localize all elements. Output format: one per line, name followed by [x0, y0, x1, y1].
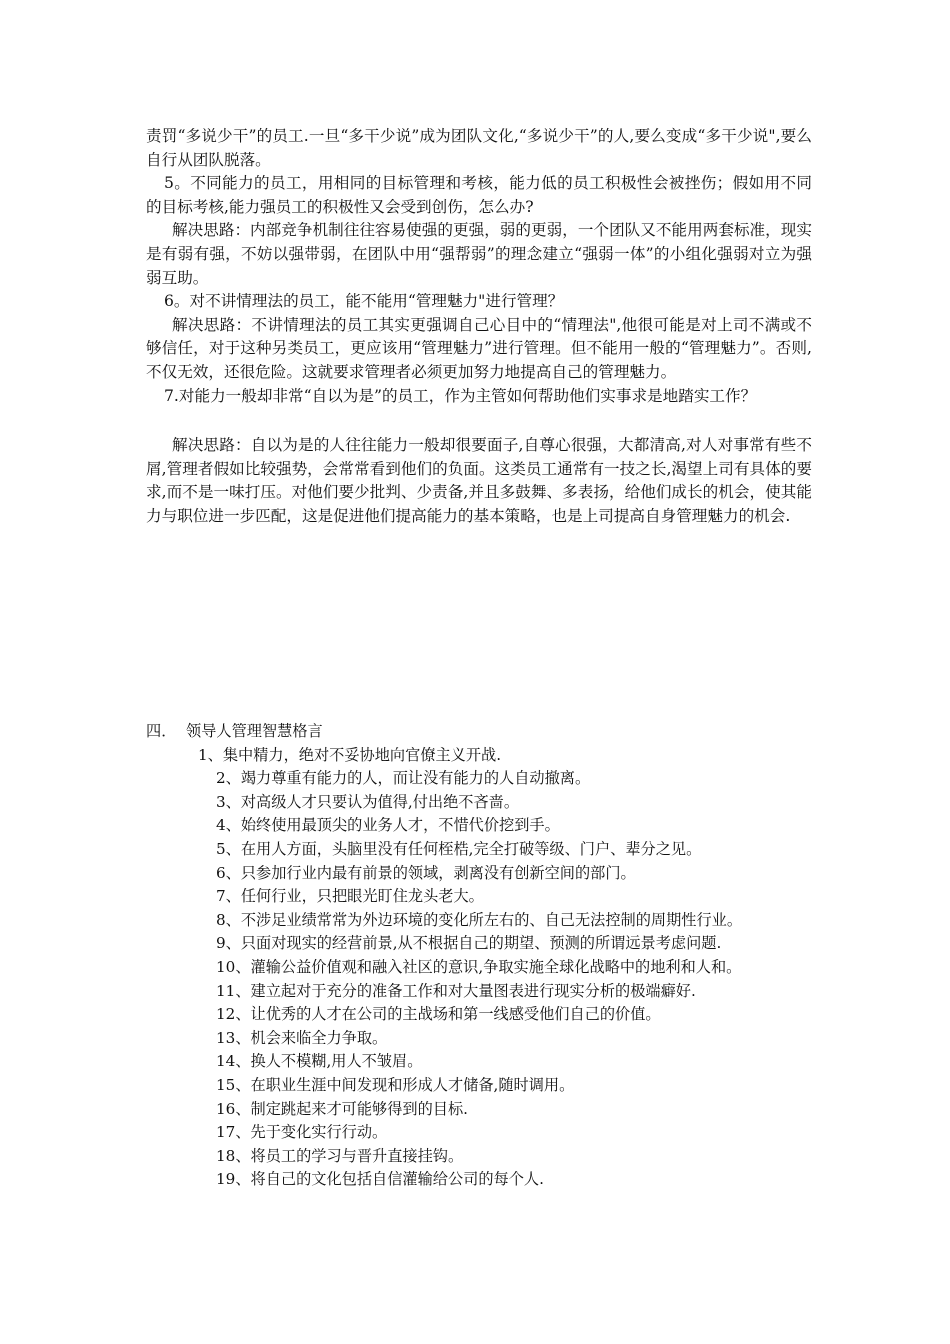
list-item: 13、机会来临全力争取。: [216, 1028, 388, 1047]
body-text: [146, 125, 812, 529]
list-item: 3、对高级人才只要认为值得,付出绝不吝啬。: [216, 792, 520, 811]
list-item: 14、换人不模糊,用人不皱眉。: [216, 1052, 423, 1071]
maxims-list: [146, 744, 826, 1192]
list-item: 9、只面对现实的经营前景,从不根据自己的期望、预测的所谓远景考虑问题.: [216, 934, 722, 953]
list-item: 1、集中精力，绝对不妥协地向官僚主义开战.: [198, 745, 502, 764]
list-item: 7、任何行业，只把眼光盯住龙头老大。: [216, 887, 484, 906]
maxims-section: [146, 720, 826, 1192]
question-6: 6。对不讲情理法的员工，能不能用“管理魅力"进行管理？: [164, 292, 564, 311]
section-number: 四．: [146, 722, 177, 740]
section-heading: [146, 720, 826, 744]
list-item: 12、让优秀的人才在公司的主战场和第一线感受他们自己的价值。: [216, 1005, 661, 1024]
question-7: 7.对能力一般却非常“自以为是”的员工，作为主管如何帮助他们实事求是地踏实工作？: [164, 386, 757, 405]
solution-7: 解决思路：自以为是的人往往能力一般却很要面子,自尊心很强，大都清高,对人对事常有些不屑,管理者假如比较强势，会常常看到他们的负面。这类员工通常有一技之长,渴望上司有具体的要求,而不是一味打压。对他们要少批判、少责备,并且多鼓舞、多表扬，给他们成长的机会，使其能力与职位进一步匹配，这是促进他们提高能力的基本策略，也是上司提高自身管理魅力的机会.: [146, 436, 812, 525]
list-item: 5、在用人方面，头脑里没有任何桎梏,完全打破等级、门户、辈分之见。: [216, 839, 702, 858]
paragraph-continuation: 责罚“多说少干”的员工.一旦“多干少说”成为团队文化,“多说少干”的人,要么变成“多干少说",要么自行从团队脱落。: [146, 127, 812, 169]
list-item: 8、不涉足业绩常常为外边环境的变化所左右的、自己无法控制的周期性行业。: [216, 910, 743, 929]
paragraph-gap: [146, 408, 812, 434]
list-item: 2、竭力尊重有能力的人，而让没有能力的人自动撤离。: [216, 769, 591, 788]
list-item: 17、先于变化实行行动。: [216, 1123, 388, 1142]
list-item: 11、建立起对于充分的准备工作和对大量图表进行现实分析的极端癖好.: [216, 981, 696, 1000]
list-item: 19、将自己的文化包括自信灌输给公司的每个人.: [216, 1170, 544, 1189]
solution-6: 解决思路：不讲情理法的员工其实更强调自己心目中的“情理法",他很可能是对上司不满或不够信任，对于这种另类员工，更应该用“管理魅力”进行管理。但不能用一般的“管理魅力”。否则,不仅无效，还很危险。这就要求管理者必须更加努力地提高自己的管理魅力。: [146, 315, 812, 381]
list-item: 16、制定跳起来才可能够得到的目标.: [216, 1099, 468, 1118]
list-item: 10、灌输公益价值观和融入社区的意识,争取实施全球化战略中的地利和人和。: [216, 957, 742, 976]
question-5: 5。不同能力的员工，用相同的目标管理和考核，能力低的员工积极性会被挫伤；假如用不同的目标考核,能力强员工的积极性又会受到创伤，怎么办?: [146, 174, 812, 216]
solution-5: 解决思路：内部竞争机制往往容易使强的更强，弱的更弱，一个团队又不能用两套标准，现实是有弱有强，不妨以强带弱，在团队中用“强帮弱”的理念建立“强弱一体”的小组化强弱对立为强弱互助。: [146, 221, 812, 287]
list-item: 18、将员工的学习与晋升直接挂钩。: [216, 1146, 464, 1165]
list-item: 15、在职业生涯中间发现和形成人才储备,随时调用。: [216, 1075, 575, 1094]
section-title: 领导人管理智慧格言: [186, 722, 323, 740]
list-item: 6、只参加行业内最有前景的领域，剥离没有创新空间的部门。: [216, 863, 636, 882]
list-item: 4、始终使用最顶尖的业务人才，不惜代价挖到手。: [216, 816, 560, 835]
